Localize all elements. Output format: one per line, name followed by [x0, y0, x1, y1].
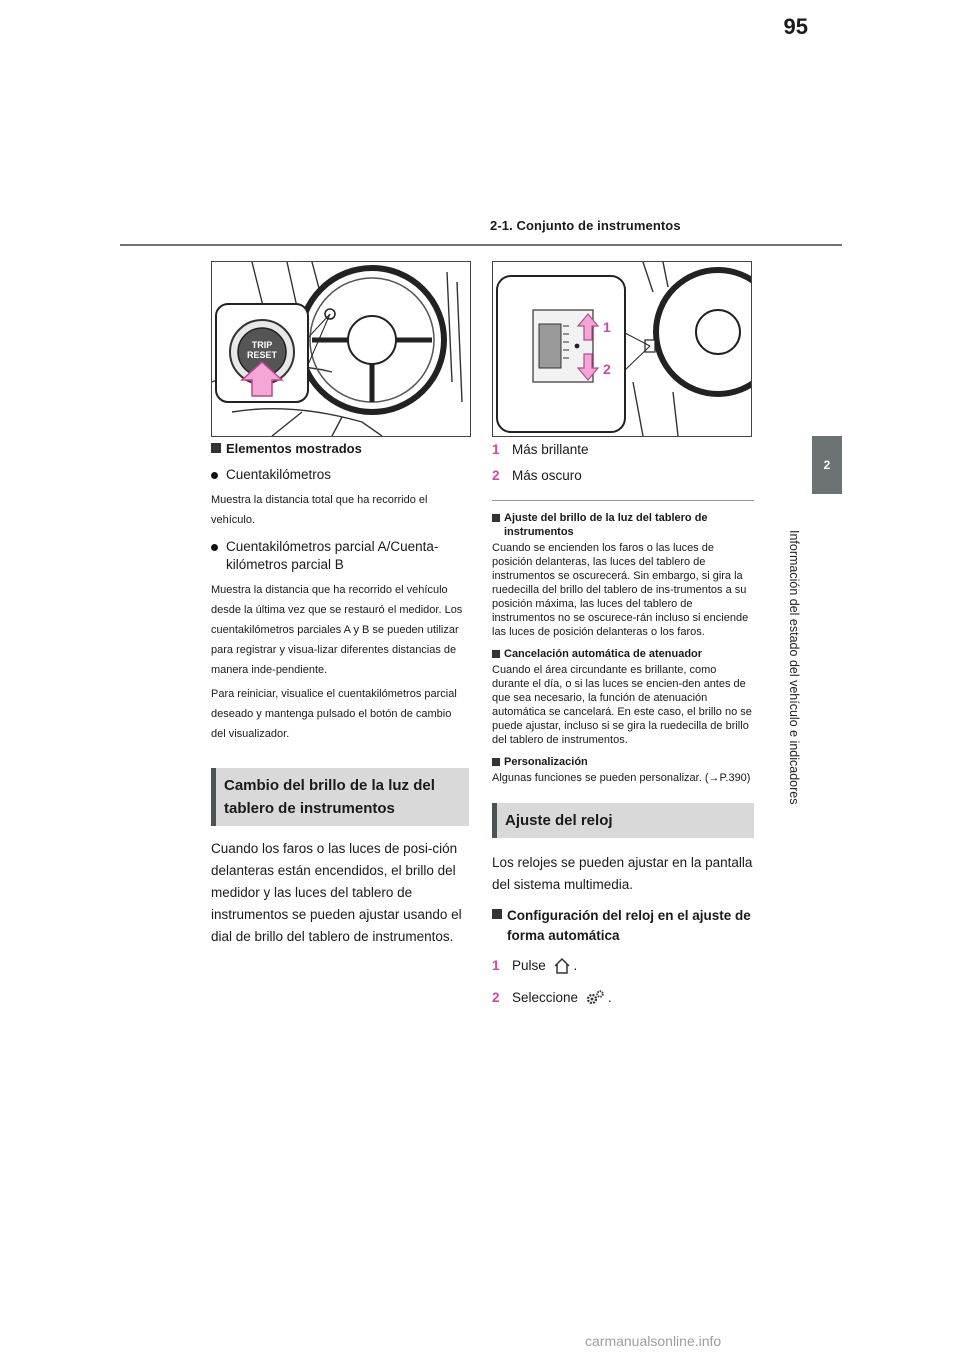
adjust-heading: Ajuste del brillo de la luz del tablero de instrumentos — [492, 511, 754, 539]
bullet-dot-icon — [211, 544, 218, 551]
brightness-dial-figure — [492, 261, 752, 437]
divider — [492, 500, 754, 501]
figure-label-2: 2 — [603, 361, 611, 377]
auto-step-2: 2 Seleccione . — [492, 988, 754, 1008]
figure-label-1: 1 — [603, 319, 611, 335]
odometer-item: Cuentakilómetros — [211, 466, 469, 484]
clock-text: Los relojes se pueden ajustar en la pantalla del sistema multimedia. — [492, 855, 753, 892]
items-heading: Elementos mostrados — [211, 440, 469, 457]
header-rule — [120, 244, 842, 246]
brightness-text: Cuando los faros o las luces de posi-ción delanteras están encendidos, el brillo del medidor y las luces del tablero de instrumentos se pueden ajustar usando el dial de brillo del tablero de instrumentos. — [211, 841, 462, 944]
settings-gears-icon — [585, 989, 605, 1007]
bullet-dot-icon — [211, 472, 218, 479]
auto-heading: Configuración del reloj en el ajuste de forma automática — [492, 906, 754, 946]
clock-section-heading: Ajuste del reloj — [492, 803, 754, 838]
custom-heading: Personalización — [492, 755, 754, 769]
square-bullet-icon — [211, 443, 221, 453]
home-icon — [553, 957, 571, 975]
reset-label: RESET — [246, 350, 278, 360]
custom-text: Algunas funciones se pueden personalizar. (→P.390) — [492, 772, 751, 784]
chapter-number: 2 — [823, 458, 831, 472]
odometer-description: Muestra la distancia total que ha recorrido el vehículo. — [211, 494, 428, 526]
square-bullet-icon — [492, 650, 500, 658]
cancel-heading: Cancelación automática de atenuador — [492, 647, 754, 661]
adjust-text: Cuando se encienden los faros o las luces de posición delanteras, las luces del tablero de instrumentos se oscurecerá. Sin embargo, si gira la ruedecilla del brillo del tablero de ins-trumentos a su posición máxima, las luces del tablero de instrumentos no se oscurece-rán incluso si enciende las luces de posición delanteras o los faros. — [492, 542, 749, 638]
chapter-side-title — [784, 530, 804, 850]
square-bullet-icon — [492, 909, 502, 919]
watermark: carmanualsonline.info — [585, 1333, 722, 1349]
reset-description: Para reiniciar, visualice el cuentakilómetros parcial deseado y mantenga pulsado el botón de cambio del visualizador. — [211, 688, 457, 740]
chapter-tab — [812, 436, 842, 494]
trip-meter-description: Muestra la distancia que ha recorrido el vehículo desde la última vez que se restauró el medidor. Los cuentakilómetros parciales A y B se pueden utilizar para registrar y visua-lizar diferentes distancias de manera inde-pendiente. — [211, 584, 463, 676]
page-number: 95 — [783, 14, 808, 39]
square-bullet-icon — [492, 514, 500, 522]
trip-label: TRIP — [251, 340, 273, 350]
dashboard-illustration-right — [493, 262, 751, 436]
chapter-title: Información del estado del vehículo e indicadores — [787, 530, 801, 805]
brighter-step: 1 Más brillante — [492, 442, 589, 457]
auto-step-1: 1 Pulse . — [492, 956, 754, 976]
cancel-text: Cuando el área circundante es brillante, como durante el día, o si las luces se encien-den antes de que sea necesario, la función de atenuación automática se cancelará. En este caso, el brillo no se puede ajustar, incluso si se gira la ruedecilla de brillo del tablero de instrumentos. — [492, 664, 752, 746]
left-column — [211, 440, 469, 958]
trip-meter-item: Cuentakilómetros parcial A/Cuenta-kilómetros parcial B — [211, 538, 469, 574]
section-title: 2-1. Conjunto de instrumentos — [490, 218, 681, 233]
brightness-section-heading: Cambio del brillo de la luz del tablero de instrumentos — [211, 768, 469, 826]
right-column — [492, 440, 754, 1014]
trip-reset-figure — [211, 261, 471, 437]
dashboard-illustration-left — [212, 262, 470, 436]
square-bullet-icon — [492, 758, 500, 766]
darker-step: 2 Más oscuro — [492, 468, 582, 483]
